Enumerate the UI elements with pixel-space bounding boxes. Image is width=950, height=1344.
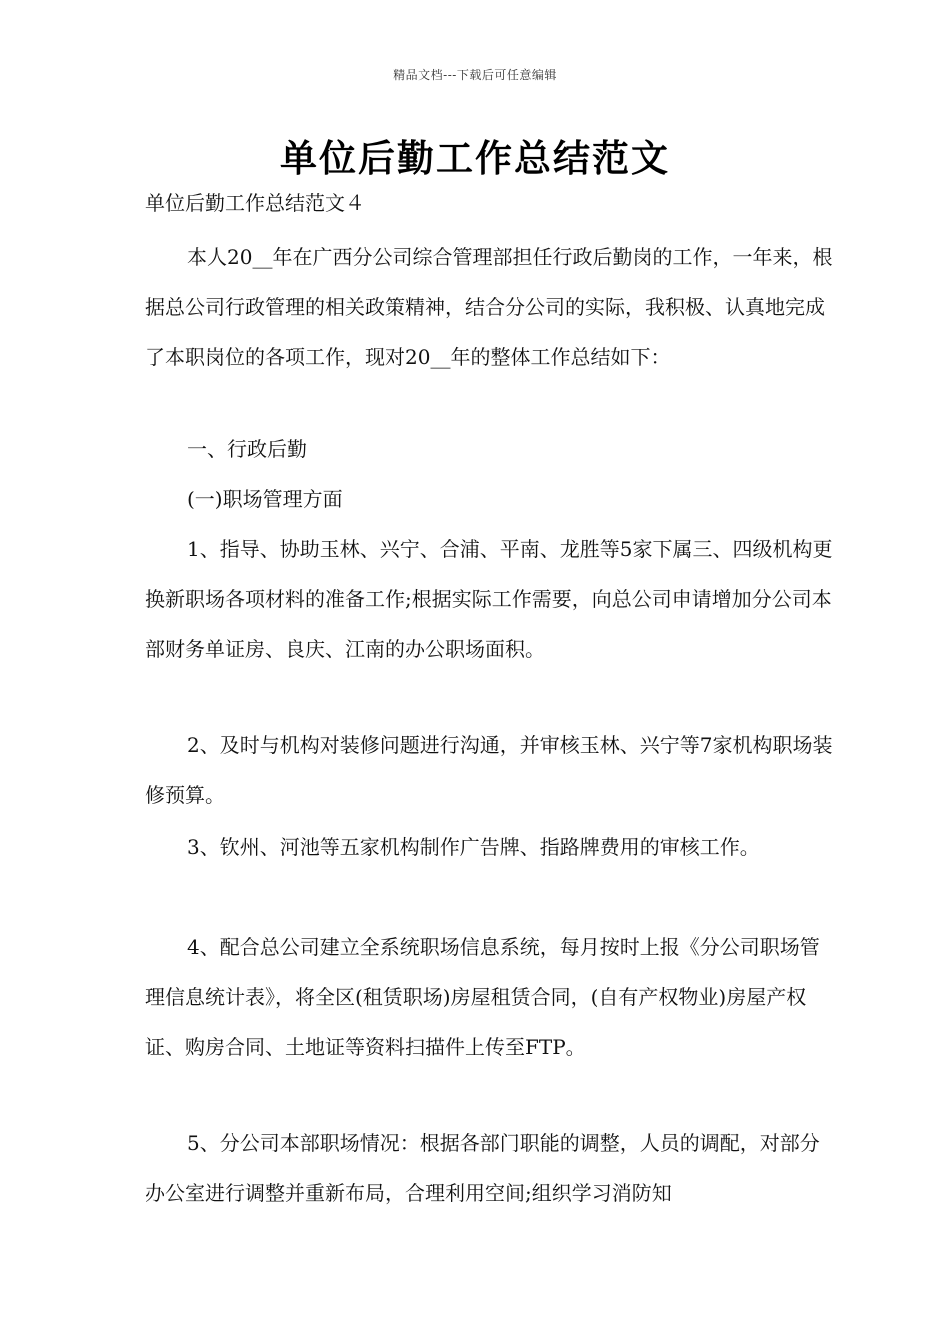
paragraph-item-2: 2、及时与机构对装修问题进行沟通，并审核玉林、兴宁等7家机构职场装修预算。 (145, 733, 833, 807)
paragraph-item-4: 4、配合总公司建立全系统职场信息系统，每月按时上报《分公司职场管理信息统计表》，将全区(租赁职场)房屋租赁合同，(自有产权物业)房屋产权证、购房合同、土地证等资料扫描件上传至FTP。 (145, 935, 820, 1059)
paragraph-item-1: 1、指导、协助玉林、兴宁、合浦、平南、龙胜等5家下属三、四级机构更换新职场各项材料的准备工作;根据实际工作需要，向总公司申请增加分公司本部财务单证房、良庆、江南的办公职场面积。 (145, 537, 833, 661)
section-heading: 一、行政后勤 (187, 437, 307, 461)
subsection-heading: (一)职场管理方面 (187, 487, 343, 511)
header-note: 精品文档---下载后可任意编辑 (393, 68, 557, 82)
paragraph-item-5: 5、分公司本部职场情况：根据各部门职能的调整，人员的调配，对部分办公室进行调整并重新布局，合理利用空间;组织学习消防知 (145, 1131, 820, 1205)
page-title: 单位后勤工作总结范文 (280, 137, 670, 180)
paragraph-intro: 本人20__年在广西分公司综合管理部担任行政后勤岗的工作，一年来，根据总公司行政管理的相关政策精神，结合分公司的实际，我积极、认真地完成了本职岗位的各项工作，现对20__年的整体工作总结如下： (145, 245, 833, 369)
paragraph-item-3: 3、钦州、河池等五家机构制作广告牌、指路牌费用的审核工作。 (187, 835, 760, 859)
subtitle: 单位后勤工作总结范文４ (145, 191, 365, 215)
